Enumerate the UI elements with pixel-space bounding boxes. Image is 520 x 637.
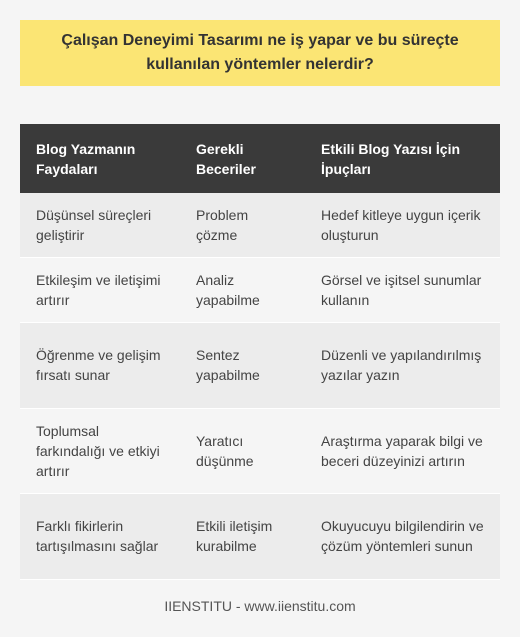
page-title: Çalışan Deneyimi Tasarımı ne iş yapar ve bu süreçte kullanılan yöntemler nelerdir? — [61, 32, 459, 73]
table-cell: Problem çözme — [180, 193, 305, 257]
table-cell: Hedef kitleye uygun içerik oluşturun — [305, 193, 500, 257]
table-cell: Etkili iletişim kurabilme — [180, 493, 305, 579]
table-cell: Analiz yapabilme — [180, 257, 305, 322]
table-row — [20, 257, 500, 322]
title-banner — [20, 20, 500, 86]
table-cell: Etkileşim ve iletişimi artırır — [20, 257, 180, 322]
table-row — [20, 193, 500, 257]
table-cell: Öğrenme ve gelişim fırsatı sunar — [20, 322, 180, 408]
table-cell: Toplumsal farkındalığı ve etkiyi artırır — [20, 408, 180, 493]
table-cell: Görsel ve işitsel sunumlar kullanın — [305, 257, 500, 322]
table-row — [20, 493, 500, 579]
table-cell: Araştırma yaparak bilgi ve beceri düzeyinizi artırın — [305, 408, 500, 493]
table-cell: Okuyucuyu bilgilendirin ve çözüm yöntemleri sunun — [305, 493, 500, 579]
column-header-skills: Gerekli Beceriler — [180, 124, 305, 193]
table-row — [20, 322, 500, 408]
info-table — [20, 124, 500, 580]
column-header-tips: Etkili Blog Yazısı İçin İpuçları — [305, 124, 500, 193]
column-header-benefits: Blog Yazmanın Faydaları — [20, 124, 180, 193]
table-cell: Sentez yapabilme — [180, 322, 305, 408]
footer-credit: IIENSTITU - www.iienstitu.com — [164, 598, 356, 614]
table-header-row — [20, 124, 500, 193]
table-cell: Farklı fikirlerin tartışılmasını sağlar — [20, 493, 180, 579]
table-cell: Düşünsel süreçleri geliştirir — [20, 193, 180, 257]
table-cell: Yaratıcı düşünme — [180, 408, 305, 493]
table-row — [20, 408, 500, 493]
table-cell: Düzenli ve yapılandırılmış yazılar yazın — [305, 322, 500, 408]
